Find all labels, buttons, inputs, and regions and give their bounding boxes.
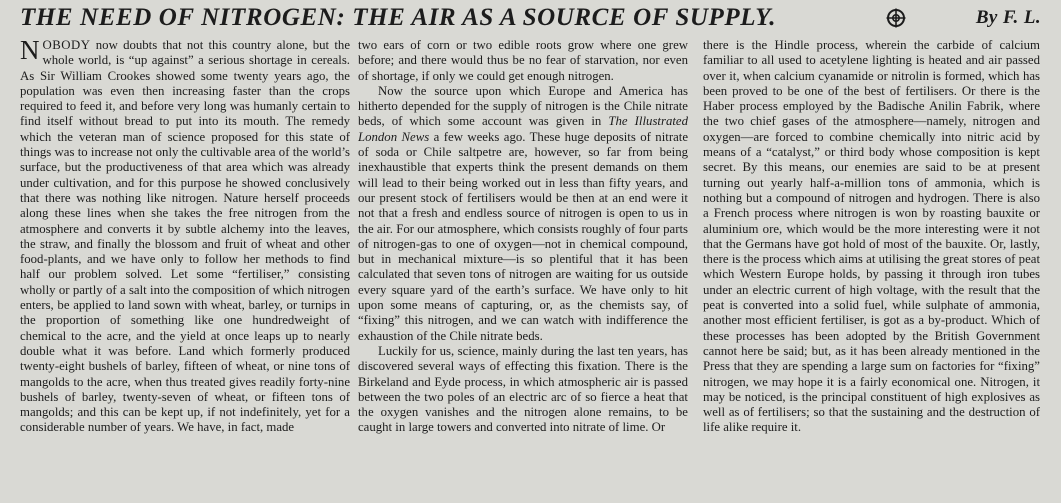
paragraph: there is the Hindle process, wherein the carbide of calcium familiar to all used to acetylene lighting is heated and air passed over it, when calcium cyanamide or nitrolin is formed, which has been proved to be one of the best of fertilisers. Or there is the Haber process employed by the Badische Anilin Fabrik, where the two chief gases of the atmosphere—namely, nitrogen and oxygen—are forced to combine chemically into nitric acid by means of a “catalyst,” or third body whose composition is kept secret. By this means, our enemies are said to be at present turning out yearly half-a-million tons of ammonia, which is nothing but a compound of nitrogen and hydrogen. There is also a French process where nitrogen is won by roasting bauxite or aluminium ore, which would be the more interesting were it not that the Germans have got hold of most of the bauxite. Or, lastly, there is the process which aims at utilising the great stores of peat which Western Europe holds, by passing it through iron tubes under an electric current of high voltage, with the result that the peat is converted into a solid fuel, while sulphate of ammonia, another most efficient fertiliser, is got as a by-product. Which of these processes has been adopted by the British Government cannot here be said; but, as it has been already mentioned in the Press that they are spending a large sum on factories for “fixing” nitrogen, we may hope it is a fairly economical one. Nitrogen, it may be noticed, is the principal constituent of high explosives as well as of fertilisers; so that the sustaining and the destruction of life alike require it.: [703, 38, 1040, 435]
author-byline: By F. L.: [975, 7, 1041, 28]
paragraph: Luckily for us, science, mainly during the last ten years, has discovered several ways of effecting this fixation. There is the Birkeland and Eyde process, in which atmospheric air is passed between the two poles of an electric arc of so fierce a heat that the oxygen vanishes and the nitrogen alone remains, to be caught in large towers and converted into nitrate of lime. Or: [358, 343, 688, 435]
publication-name: The Illustrated London News: [358, 114, 688, 144]
article-body: [20, 38, 1055, 500]
paragraph: two ears of corn or two edible roots grow where one grew before; and there would thus be no fear of starvation, nor even of shortage, if only we could get enough nitrogen.: [358, 38, 688, 83]
compass-rose-icon: [886, 8, 906, 28]
column-3: [703, 38, 1040, 500]
paragraph-text: now doubts that not this country alone, but the whole world, is “up against” a serious shortage in cereals. As Sir William Crookes showed some twenty years ago, the population was even then increasing faster than the crops required to feed it, and before very long was humanly certain to find itself without bread to put into its mouth. The remedy which the veteran man of science proposed for this state of things was to increase not only the cultivable area of the world’s surface, but the productiveness of that area which was already under cultivation, and for this purpose he showed conclusively that there was nothing like nitrogen. Nature herself proceeds along these lines when she takes the free nitrogen from the atmosphere and converts it by subtle alchemy into the leaves, the straw, and finally the blossom and fruit of wheat and other food-plants, and we have only to follow her methods to find half our problem solved. Let some “fertiliser,” consisting wholly or partly of a salt into the composition of which nitrogen enters, be applied to land sown with wheat, barley, or turnips in the proportion of something like one hundredweight of chemical to the acre, and the yield at once leaps up to nearly double what it was before. Land which formerly produced twenty-eight bushels of barley, fifteen of wheat, or nine tons of mangolds to the acre, when thus treated gives readily forty-nine bushels of barley, twenty-seven of wheat, or fifteen tons of mangolds; and this can be kept up, if not indefinitely, yet for a considerable number of years. We have, in fact, made: [20, 38, 350, 435]
column-1: [20, 38, 350, 500]
drop-cap: N: [20, 38, 40, 65]
article-title: THE NEED OF NITROGEN: THE AIR AS A SOURCE OF SUPPLY.: [20, 4, 777, 31]
paragraph-text: Now the source upon which Europe and America has hitherto depended for the supply of nitrogen is the Chile nitrate beds, of which some account was given in: [358, 83, 688, 129]
headline-bar: [20, 4, 1055, 34]
paragraph: [358, 84, 688, 344]
paragraph: [20, 38, 350, 436]
opening-word: OBODY: [42, 38, 91, 52]
paragraph-text: a few weeks ago. These huge deposits of nitrate of soda or Chile saltpetre are, however, so far from being inexhaustible that experts think the present demands on them will lead to their being worked out in less than fifty years, and our present stock of fertilisers would be then at an end were it not that a fresh and endless source of nitrogen is open to us in the air. For our atmosphere, which consists roughly of four parts of nitrogen-gas to one of oxygen—not in chemical compound, but in mechanical mixture—is so plentiful that it has been calculated that seven tons of nitrogen are waiting for us outside every square yard of the earth’s surface. We have only to hit upon some means of capturing, or, as the chemists say, of “fixing” this nitrogen, and we can watch with indifference the exhaustion of the Chile nitrate beds.: [358, 129, 688, 343]
column-2: [358, 38, 688, 500]
